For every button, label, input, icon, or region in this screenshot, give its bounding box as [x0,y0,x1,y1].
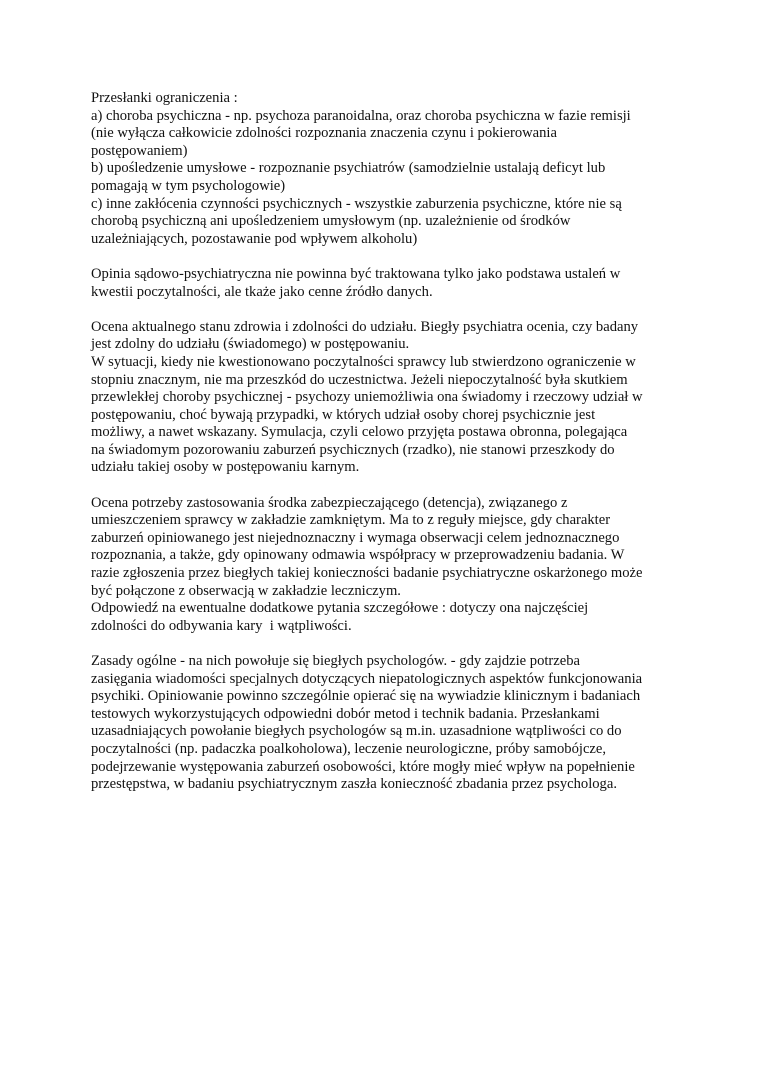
text-line: b) upośledzenie umysłowe - rozpoznanie psychiatrów (samodzielnie ustalają deficyt lub [91,160,606,177]
text-line: zaburzeń opiniowanego jest niejednoznaczny i wymaga obserwacji celem jednoznacznego [91,529,620,546]
text-line: umieszczeniem sprawcy w zakładzie zamkniętym. Ma to z reguły miejsce, gdy charakter [91,512,611,529]
text-line: Ocena aktualnego stanu zdrowia i zdolności do udziału. Biegły psychiatra ocenia, czy badany [91,318,639,335]
text-line: zasięgania wiadomości specjalnych dotyczących niepatologicznych aspektów funkcjonowania [91,670,643,687]
text-line: uzależniających, pozostawanie pod wpływem alkoholu) [91,230,418,247]
text-line: stopniu znacznym, nie ma przeszkód do uczestnictwa. Jeżeli niepoczytalność była skutkiem [91,371,628,388]
text-line: Odpowiedź na ewentualne dodatkowe pytania szczegółowe : dotyczy ona najczęściej [91,600,589,617]
text-line: razie zgłoszenia przez biegłych takiej konieczności badanie psychiatryczne oskarżonego może [91,565,643,582]
text-line: możliwy, a nawet wskazany. Symulacja, czyli celowo przyjęta postawa obronna, polegająca [91,424,628,441]
text-line: postępowaniu, choć bywają przypadki, w których udział osoby chorej psychicznie jest [91,406,596,423]
text-line: na świadomym pozorowaniu zaburzeń psychicznych (rzadko), nie stanowi przeszkody do [91,441,615,458]
text-line: być połączone z obserwacją w zakładzie leczniczym. [91,582,401,599]
text-line: (nie wyłącza całkowicie zdolności rozpoznania znaczenia czynu i pokierowania [91,125,557,142]
paragraph-limitation-conditions [91,90,691,248]
document-page [91,90,691,811]
text-line: jest zdolny do udziału (świadomego) w postępowaniu. [91,336,410,353]
text-line: Ocena potrzeby zastosowania środka zabezpieczającego (detencja), związanego z [91,494,568,511]
text-line: Przesłanki ograniczenia : [91,90,238,106]
paragraph-security-measure [91,495,691,636]
paragraph-health-assessment [91,319,691,477]
text-line: chorobą psychiczną ani upośledzeniem umysłowym (np. uzależnienie od środków [91,213,571,230]
text-line: rozpoznania, a także, gdy opinowany odmawia współpracy w przeprowadzeniu badania. W [91,547,625,564]
text-line: W sytuacji, kiedy nie kwestionowano poczytalności sprawcy lub stwierdzono ograniczenie w [91,353,636,370]
text-line: testowych wykorzystujących odpowiedni dobór metod i technik badania. Przesłankami [91,705,600,722]
text-line: przestępstwa, w badaniu psychiatrycznym zaszła konieczność zbadania przez psychologa. [91,776,617,793]
text-line: postępowaniem) [91,142,188,159]
text-line: c) inne zakłócenia czynności psychicznych - wszystkie zaburzenia psychiczne, które nie są [91,195,622,212]
text-line: podejrzewanie występowania zaburzeń osobowości, które mogły mieć wpływ na popełnienie [91,758,635,775]
text-line: Zasady ogólne - na nich powołuje się biegłych psychologów. - gdy zajdzie potrzeba [91,653,581,669]
text-line: psychiki. Opiniowanie powinno szczególnie opierać się na wywiadzie klinicznym i badaniach [91,688,641,705]
text-line: poczytalności (np. padaczka poalkoholowa), leczenie neurologiczne, próby samobójcze, [91,740,607,757]
paragraph-general-principles [91,653,691,794]
text-line: zdolności do odbywania kary i wątpliwości. [91,617,352,634]
text-line: Opinia sądowo-psychiatryczna nie powinna być traktowana tylko jako podstawa ustaleń w [91,265,621,282]
text-line: pomagają w tym psychologowie) [91,177,286,194]
paragraph-forensic-opinion [91,266,691,301]
text-line: kwestii poczytalności, ale tkaże jako cenne źródło danych. [91,283,433,300]
text-line: uzasadniających powołanie biegłych psychologów są m.in. uzasadnione wątpliwości co do [91,723,622,740]
text-line: a) choroba psychiczna - np. psychoza paranoidalna, oraz choroba psychiczna w fazie remisji [91,107,631,124]
text-line: przewlekłej choroby psychicznej - psychozy uniemożliwia ona świadomy i rzeczowy udział w [91,389,643,406]
text-line: udziału takiej osoby w postępowaniu karnym. [91,459,360,476]
